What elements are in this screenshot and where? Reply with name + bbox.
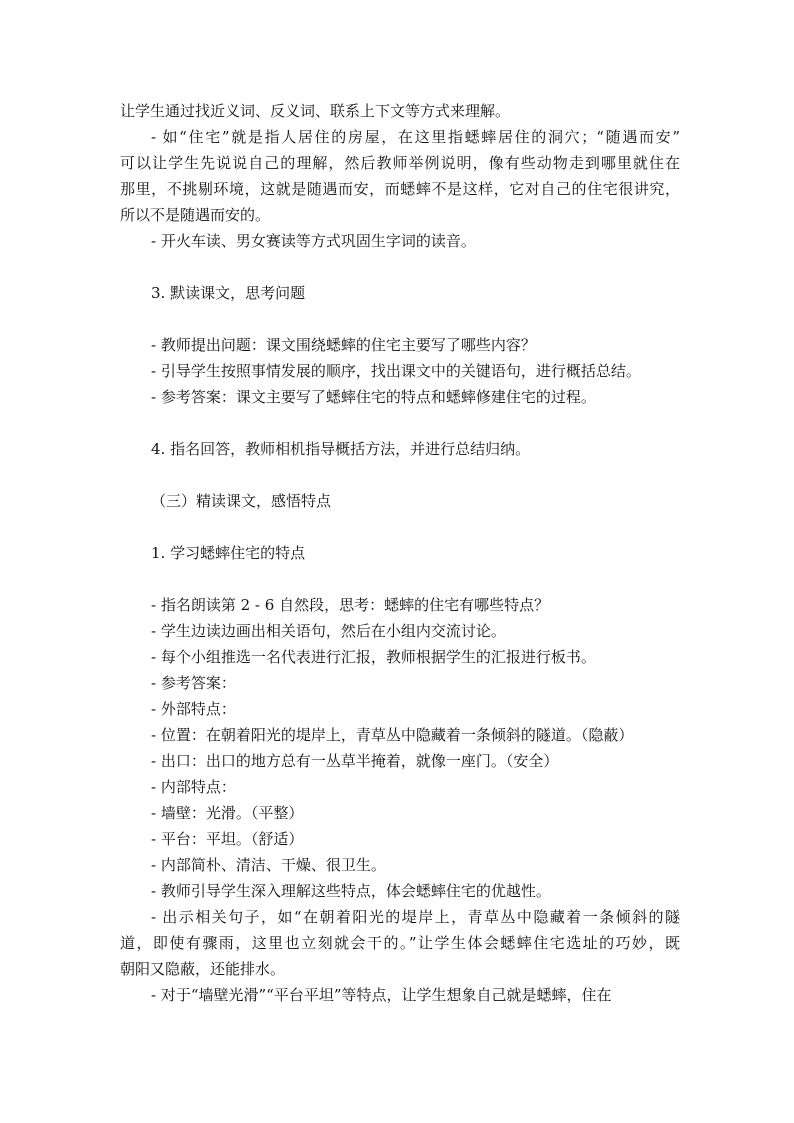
text-line: - 教师引导学生深入理解这些特点，体会蟋蟀住宅的优越性。 (151, 882, 551, 900)
text-line: 道，即使有骤雨，这里也立刻就会干的。”让学生体会蟋蟀住宅选址的巧妙，既 (120, 934, 680, 952)
text-line: 朝阳又隐蔽，还能排水。 (120, 960, 286, 978)
text-line: - 位置：在朝着阳光的堤岸上，青草丛中隐藏着一条倾斜的隧道。（隐蔽） (151, 726, 634, 744)
section-heading: 1. 学习蟋蟀住宅的特点 (151, 544, 306, 562)
text-line: - 内部特点： (151, 778, 236, 796)
text-line: - 外部特点： (151, 700, 236, 718)
text-line: 所以不是随遇而安的。 (120, 206, 271, 224)
text-line: - 学生边读边画出相关语句，然后在小组内交流讨论。 (151, 622, 506, 640)
text-line: - 出示相关句子，如“在朝着阳光的堤岸上，青草丛中隐藏着一条倾斜的隧 (151, 908, 680, 926)
section-heading: （三）精读课文，感悟特点 (151, 492, 332, 510)
text-line: - 开火车读、男女赛读等方式巩固生字词的读音。 (151, 232, 476, 250)
text-line: 那里，不挑剔环境，这就是随遇而安，而蟋蟀不是这样，它对自己的住宅很讲究， (120, 180, 680, 198)
section-heading: 4. 指名回答，教师相机指导概括方法，并进行总结归纳。 (151, 440, 531, 458)
text-line: - 指名朗读第 2 - 6 自然段，思考：蟋蟀的住宅有哪些特点？ (151, 596, 550, 614)
text-line: - 对于“墙壁光滑”“平台平坦”等特点，让学生想象自己就是蟋蟀，住在 (151, 986, 612, 1004)
text-line: - 墙壁：光滑。（平整） (151, 804, 304, 822)
text-line: 可以让学生先说说自己的理解，然后教师举例说明，像有些动物走到哪里就住在 (120, 154, 680, 172)
text-line: - 参考答案： (151, 674, 236, 692)
text-line: - 每个小组推选一名代表进行汇报，教师根据学生的汇报进行板书。 (151, 648, 596, 666)
text-line: - 如“住宅”就是指人居住的房屋，在这里指蟋蟀居住的洞穴；“随遇而安” (151, 128, 680, 146)
text-line: - 引导学生按照事情发展的顺序，找出课文中的关键语句，进行概括总结。 (151, 362, 641, 380)
text-line: - 平台：平坦。（舒适） (151, 830, 304, 848)
section-heading: 3. 默读课文，思考问题 (151, 284, 306, 302)
text-line: - 出口：出口的地方总有一丛草半掩着，就像一座门。（安全） (151, 752, 559, 770)
text-line: - 内部简朴、清洁、干燥、很卫生。 (151, 856, 386, 874)
text-line: 让学生通过找近义词、反义词、联系上下文等方式来理解。 (120, 102, 511, 120)
text-line: - 参考答案：课文主要写了蟋蟀住宅的特点和蟋蟀修建住宅的过程。 (151, 388, 596, 406)
text-line: - 教师提出问题：课文围绕蟋蟀的住宅主要写了哪些内容？ (151, 336, 536, 354)
